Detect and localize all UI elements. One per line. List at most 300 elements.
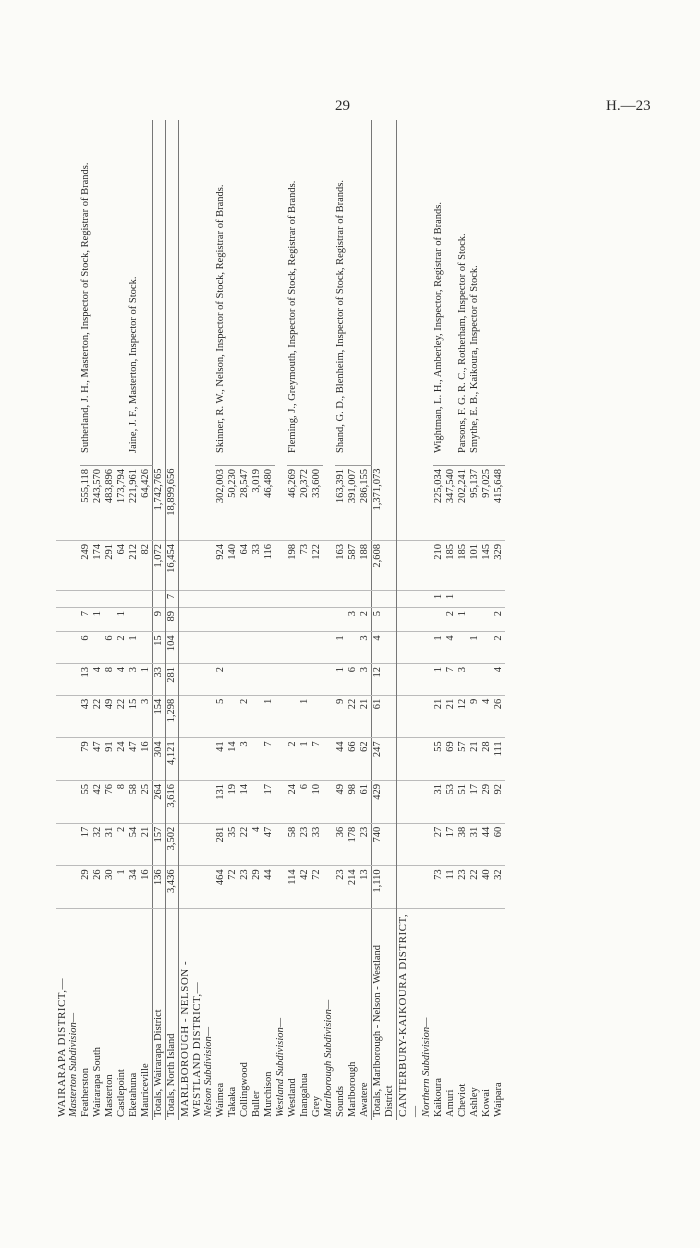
location-cell: Collingwood	[239, 1062, 250, 1117]
value-cell: 225,034	[433, 466, 445, 541]
table-row	[215, 120, 227, 1120]
value-cell	[227, 632, 239, 664]
location-cell: Featherston	[80, 1068, 91, 1117]
value-cell	[68, 781, 80, 824]
location-cell: Inangahua	[299, 1073, 310, 1117]
value-cell	[153, 590, 166, 607]
value-cell: 34	[128, 866, 140, 909]
value-cell: 25	[140, 781, 153, 824]
value-cell: 3	[140, 695, 153, 738]
value-cell: 21	[359, 695, 372, 738]
value-cell: 347,540	[445, 466, 457, 541]
value-cell	[263, 664, 275, 696]
officer-cell	[275, 120, 287, 466]
value-cell: 136	[153, 866, 166, 909]
value-cell	[397, 781, 422, 824]
value-cell: 3,436	[166, 866, 179, 909]
value-cell: 76	[104, 781, 116, 824]
value-cell: 185	[445, 540, 457, 590]
value-cell	[347, 590, 359, 607]
value-cell: 29	[251, 866, 263, 909]
value-cell	[323, 866, 335, 909]
value-cell	[275, 664, 287, 696]
value-cell	[493, 590, 505, 607]
value-cell: 188	[359, 540, 372, 590]
value-cell	[203, 738, 215, 781]
value-cell: 1,742,765	[153, 466, 166, 541]
value-cell: 35	[227, 823, 239, 866]
value-cell: 140	[227, 540, 239, 590]
location-cell: Totals, Marlborough - Nelson - Westland District	[372, 909, 397, 1121]
value-cell	[56, 540, 68, 590]
value-cell: 3	[239, 738, 251, 781]
value-cell: 2,608	[372, 540, 397, 590]
value-cell	[179, 632, 204, 664]
location-cell: Masterton	[104, 1074, 115, 1117]
value-cell	[275, 607, 287, 631]
value-cell: 116	[263, 540, 275, 590]
value-cell: 14	[227, 738, 239, 781]
location-cell: Waimea	[215, 1082, 226, 1117]
location-cell: Westland Subdivision—	[275, 1017, 286, 1117]
value-cell	[347, 632, 359, 664]
value-cell: 4	[372, 632, 397, 664]
value-cell: 15	[128, 695, 140, 738]
value-cell: 23	[335, 866, 347, 909]
value-cell: 4	[445, 632, 457, 664]
value-cell	[104, 590, 116, 607]
value-cell: 58	[128, 781, 140, 824]
value-cell: 22	[116, 695, 128, 738]
value-cell	[311, 664, 323, 696]
value-cell: 264	[153, 781, 166, 824]
value-cell: 1	[433, 590, 445, 607]
value-cell	[203, 607, 215, 631]
value-cell: 210	[433, 540, 445, 590]
value-cell: 32	[92, 823, 104, 866]
value-cell: 44	[481, 823, 493, 866]
value-cell: 23	[457, 866, 469, 909]
officer-cell	[179, 120, 204, 466]
value-cell	[56, 695, 68, 738]
value-cell	[263, 590, 275, 607]
value-cell: 17	[469, 781, 481, 824]
subdivision-heading	[68, 120, 80, 1120]
value-cell: 31	[469, 823, 481, 866]
value-cell: 2	[359, 607, 372, 631]
value-cell: 7	[311, 738, 323, 781]
value-cell: 47	[263, 823, 275, 866]
value-cell	[68, 664, 80, 696]
value-cell: 89	[166, 607, 179, 631]
value-cell: 14	[239, 781, 251, 824]
value-cell: 95,137	[469, 466, 481, 541]
value-cell: 1	[469, 632, 481, 664]
value-cell: 40	[481, 866, 493, 909]
officer-cell	[421, 120, 433, 466]
value-cell: 2	[239, 695, 251, 738]
location-cell: Grey	[311, 1096, 322, 1117]
value-cell: 7	[80, 607, 92, 631]
value-cell: 32	[493, 866, 505, 909]
value-cell: 9	[153, 607, 166, 631]
value-cell	[263, 607, 275, 631]
value-cell: 304	[153, 738, 166, 781]
officer-cell: Sutherland, J. H., Masterton, Inspector of Stock, Registrar of Brands.	[80, 120, 128, 466]
officer-cell	[56, 120, 68, 466]
table-row	[335, 120, 347, 1120]
location-cell: Cheviot	[457, 1083, 468, 1117]
totals-row	[372, 120, 397, 1120]
value-cell: 7	[445, 664, 457, 696]
value-cell: 51	[457, 781, 469, 824]
value-cell	[68, 738, 80, 781]
value-cell	[323, 664, 335, 696]
value-cell	[227, 664, 239, 696]
totals-row	[153, 120, 166, 1120]
value-cell	[421, 695, 433, 738]
value-cell: 29	[481, 781, 493, 824]
value-cell: 92	[493, 781, 505, 824]
value-cell: 12	[457, 695, 469, 738]
value-cell: 145	[481, 540, 493, 590]
value-cell	[469, 664, 481, 696]
value-cell	[275, 632, 287, 664]
value-cell	[203, 866, 215, 909]
value-cell	[421, 607, 433, 631]
value-cell	[239, 607, 251, 631]
value-cell	[481, 632, 493, 664]
subdivision-heading	[203, 120, 215, 1120]
value-cell: 4,121	[166, 738, 179, 781]
value-cell	[433, 607, 445, 631]
value-cell	[227, 695, 239, 738]
value-cell: 464	[215, 866, 227, 909]
value-cell: 30	[104, 866, 116, 909]
value-cell	[68, 866, 80, 909]
value-cell	[251, 781, 263, 824]
value-cell: 72	[227, 866, 239, 909]
officer-cell: Shand, G. D., Blenheim, Inspector of Stock, Registrar of Brands.	[335, 120, 372, 466]
value-cell	[275, 590, 287, 607]
value-cell	[481, 607, 493, 631]
value-cell	[421, 823, 433, 866]
value-cell	[481, 664, 493, 696]
value-cell	[299, 664, 311, 696]
value-cell	[335, 590, 347, 607]
value-cell	[323, 781, 335, 824]
value-cell: 46,480	[263, 466, 275, 541]
value-cell	[397, 823, 422, 866]
value-cell	[311, 695, 323, 738]
value-cell	[323, 590, 335, 607]
location-cell: Castlepoint	[116, 1069, 127, 1117]
value-cell	[68, 632, 80, 664]
location-cell: Totals, North Island	[166, 909, 179, 1121]
value-cell	[251, 607, 263, 631]
location-cell: Amuri	[445, 1089, 456, 1117]
value-cell: 212	[128, 540, 140, 590]
value-cell	[239, 664, 251, 696]
value-cell: 214	[347, 866, 359, 909]
value-cell: 4	[481, 695, 493, 738]
value-cell: 7	[263, 738, 275, 781]
value-cell: 57	[457, 738, 469, 781]
value-cell: 131	[215, 781, 227, 824]
location-cell: Totals, Wairarapa District	[153, 909, 166, 1121]
value-cell: 4	[92, 664, 104, 696]
value-cell	[179, 695, 204, 738]
value-cell	[140, 607, 153, 631]
location-cell: Murchison	[263, 1071, 274, 1117]
value-cell: 26	[493, 695, 505, 738]
value-cell	[56, 781, 68, 824]
value-cell: 555,118	[80, 466, 92, 541]
value-cell	[251, 738, 263, 781]
value-cell	[397, 695, 422, 738]
value-cell: 6	[299, 781, 311, 824]
value-cell: 1	[299, 695, 311, 738]
value-cell	[56, 738, 68, 781]
value-cell: 198	[287, 540, 299, 590]
value-cell: 29	[80, 866, 92, 909]
value-cell: 221,961	[128, 466, 140, 541]
value-cell	[287, 590, 299, 607]
value-cell: 42	[92, 781, 104, 824]
value-cell	[203, 540, 215, 590]
value-cell	[397, 607, 422, 631]
value-cell	[179, 866, 204, 909]
value-cell: 11	[445, 866, 457, 909]
value-cell	[56, 664, 68, 696]
value-cell: 21	[433, 695, 445, 738]
value-cell	[116, 590, 128, 607]
value-cell	[227, 607, 239, 631]
value-cell	[323, 632, 335, 664]
value-cell: 6	[104, 632, 116, 664]
value-cell	[56, 607, 68, 631]
location-cell: Kaikoura	[433, 1077, 444, 1117]
table-row	[287, 120, 299, 1120]
location-cell: Waipara	[493, 1082, 504, 1117]
officer-cell: Parsons, F. G. R. C., Rotherham, Inspector of Stock.	[457, 120, 469, 466]
value-cell: 53	[445, 781, 457, 824]
value-cell: 2	[287, 738, 299, 781]
table-row	[433, 120, 445, 1120]
value-cell: 111	[493, 738, 505, 781]
value-cell	[263, 632, 275, 664]
value-cell: 10	[311, 781, 323, 824]
district-heading	[179, 120, 204, 1120]
value-cell: 924	[215, 540, 227, 590]
value-cell	[323, 738, 335, 781]
value-cell: 69	[445, 738, 457, 781]
value-cell: 9	[335, 695, 347, 738]
officer-cell: Fleming, J., Greymouth, Inspector of Stock, Registrar of Brands.	[287, 120, 323, 466]
value-cell	[68, 466, 80, 541]
value-cell	[323, 607, 335, 631]
value-cell: 740	[372, 823, 397, 866]
value-cell: 2	[493, 607, 505, 631]
value-cell	[227, 590, 239, 607]
officer-cell	[203, 120, 215, 466]
value-cell	[323, 466, 335, 541]
value-cell	[287, 632, 299, 664]
value-cell: 91	[104, 738, 116, 781]
value-cell: 1	[335, 664, 347, 696]
value-cell: 12	[372, 664, 397, 696]
value-cell: 1	[445, 590, 457, 607]
table-row	[128, 120, 140, 1120]
value-cell: 13	[80, 664, 92, 696]
value-cell: 1	[116, 607, 128, 631]
value-cell: 17	[445, 823, 457, 866]
location-cell: Eketahuna	[128, 1072, 139, 1117]
value-cell: 1	[433, 632, 445, 664]
value-cell: 1,072	[153, 540, 166, 590]
value-cell: 26	[92, 866, 104, 909]
value-cell: 17	[80, 823, 92, 866]
value-cell	[287, 695, 299, 738]
officer-cell	[153, 120, 166, 466]
value-cell: 43	[80, 695, 92, 738]
value-cell: 2	[445, 607, 457, 631]
value-cell	[397, 738, 422, 781]
value-cell: 22	[92, 695, 104, 738]
value-cell	[421, 540, 433, 590]
value-cell: 28,547	[239, 466, 251, 541]
value-cell	[179, 466, 204, 541]
value-cell	[299, 590, 311, 607]
value-cell: 9	[469, 695, 481, 738]
value-cell: 5	[372, 607, 397, 631]
value-cell: 36	[335, 823, 347, 866]
value-cell	[203, 823, 215, 866]
value-cell: 1	[128, 632, 140, 664]
value-cell	[56, 590, 68, 607]
value-cell: 33	[251, 540, 263, 590]
value-cell: 55	[433, 738, 445, 781]
value-cell: 302,003	[215, 466, 227, 541]
value-cell	[128, 607, 140, 631]
location-cell: Kowai	[481, 1089, 492, 1117]
value-cell: 122	[311, 540, 323, 590]
value-cell: 13	[359, 866, 372, 909]
value-cell	[421, 738, 433, 781]
location-cell: Northern Subdivision—	[421, 1017, 432, 1117]
value-cell	[68, 695, 80, 738]
document-reference: H.—23	[606, 98, 651, 114]
value-cell	[239, 632, 251, 664]
value-cell: 1	[116, 866, 128, 909]
value-cell	[397, 664, 422, 696]
district-heading	[56, 120, 68, 1120]
value-cell	[421, 632, 433, 664]
value-cell	[68, 540, 80, 590]
value-cell	[359, 590, 372, 607]
value-cell: 1,110	[372, 866, 397, 909]
subdivision-heading	[275, 120, 287, 1120]
value-cell: 73	[433, 866, 445, 909]
officer-cell: Skinner, R. W., Nelson, Inspector of Stock, Registrar of Brands.	[215, 120, 275, 466]
value-cell: 21	[140, 823, 153, 866]
value-cell: 55	[80, 781, 92, 824]
location-cell: Mauriceville	[140, 1063, 151, 1117]
value-cell: 1	[457, 607, 469, 631]
value-cell: 16	[140, 866, 153, 909]
location-cell: CANTERBURY-KAIKOURA DISTRICT,—	[397, 913, 421, 1117]
value-cell: 4	[251, 823, 263, 866]
value-cell: 20,372	[299, 466, 311, 541]
value-cell	[179, 590, 204, 607]
officer-cell: Jaine, J. F., Masterton, Inspector of Stock.	[128, 120, 153, 466]
totals-row	[166, 120, 179, 1120]
value-cell	[179, 540, 204, 590]
value-cell	[92, 632, 104, 664]
value-cell: 23	[239, 866, 251, 909]
location-cell: Westland	[287, 1078, 298, 1117]
value-cell: 483,896	[104, 466, 116, 541]
value-cell	[311, 590, 323, 607]
value-cell	[239, 590, 251, 607]
location-cell: Takaka	[227, 1086, 238, 1117]
location-cell: Nelson Subdivision—	[203, 1026, 214, 1117]
value-cell: 286,155	[359, 466, 372, 541]
value-cell	[397, 632, 422, 664]
location-cell: Masterton Subdivision—	[68, 1012, 79, 1117]
value-cell: 31	[104, 823, 116, 866]
value-cell: 5	[215, 695, 227, 738]
value-cell	[287, 664, 299, 696]
value-cell: 101	[469, 540, 481, 590]
value-cell: 247	[372, 738, 397, 781]
value-cell: 157	[153, 823, 166, 866]
value-cell	[56, 823, 68, 866]
value-cell: 79	[80, 738, 92, 781]
value-cell	[323, 823, 335, 866]
value-cell: 64,426	[140, 466, 153, 541]
location-cell: Wairarapa South	[92, 1046, 103, 1117]
value-cell: 73	[299, 540, 311, 590]
stock-returns-table	[56, 120, 505, 1120]
value-cell: 50,230	[227, 466, 239, 541]
value-cell: 6	[347, 664, 359, 696]
value-cell	[275, 866, 287, 909]
value-cell	[203, 632, 215, 664]
value-cell: 19	[227, 781, 239, 824]
value-cell: 33	[153, 664, 166, 696]
value-cell: 33,600	[311, 466, 323, 541]
officer-cell: Smythe, E. B., Kaikoura, Inspector of Stock.	[469, 120, 505, 466]
value-cell	[421, 781, 433, 824]
value-cell	[203, 695, 215, 738]
value-cell: 1,298	[166, 695, 179, 738]
table-row	[469, 120, 481, 1120]
value-cell: 4	[116, 664, 128, 696]
value-cell	[128, 590, 140, 607]
value-cell	[299, 632, 311, 664]
location-cell: MARLBOROUGH - NELSON - WESTLAND DISTRICT,—	[179, 960, 203, 1117]
value-cell	[215, 590, 227, 607]
value-cell: 1	[140, 664, 153, 696]
value-cell: 3	[359, 664, 372, 696]
value-cell	[457, 632, 469, 664]
value-cell: 1	[299, 738, 311, 781]
value-cell: 46,269	[287, 466, 299, 541]
value-cell	[275, 781, 287, 824]
value-cell	[397, 466, 422, 541]
value-cell	[56, 632, 68, 664]
